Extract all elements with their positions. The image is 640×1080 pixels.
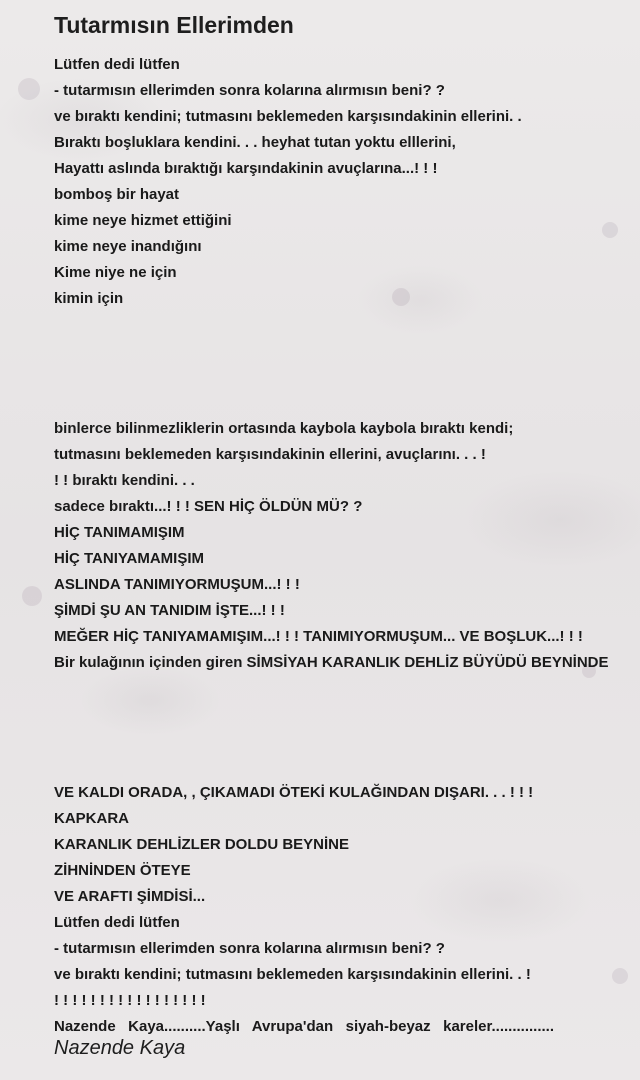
poem-line: Bıraktı boşluklara kendini. . . heyhat tutan yoktu elllerini,: [54, 134, 456, 151]
poem-line: binlerce bilinmezliklerin ortasında kaybola kaybola bıraktı kendi;: [54, 420, 514, 437]
poem-line: MEĞER HİÇ TANIYAMAMIŞIM...! ! ! TANIMIYORMUŞUM... VE BOŞLUK...! ! !: [54, 628, 583, 645]
poem-line: ASLINDA TANIMIYORMUŞUM...! ! !: [54, 576, 300, 593]
poem-author: Nazende Kaya: [54, 1037, 186, 1059]
poem-blank-line: [54, 728, 640, 754]
ink-blot: [22, 586, 42, 606]
poem-line: VE ARAFTI ŞİMDİSİ...: [54, 888, 206, 905]
poem-line: Nazende Kaya..........Yaşlı Avrupa'dan siyah-beyaz kareler...............: [54, 1018, 554, 1035]
poem-line: Hayattı aslında bıraktığı karşındakinin avuçlarına...! ! !: [54, 160, 438, 177]
poem-line: VE KALDI ORADA, , ÇIKAMADI ÖTEKİ KULAĞINDAN DIŞARI. . . ! ! !: [54, 784, 534, 801]
poem-line: ŞİMDİ ŞU AN TANIDIM İŞTE...! ! !: [54, 602, 285, 619]
poem-line: kime neye inandığını: [54, 238, 202, 255]
poem-line: kime neye hizmet ettiğini: [54, 212, 232, 229]
poem-line: Lütfen dedi lütfen: [54, 56, 180, 73]
poem-line: Bir kulağının içinden giren SİMSİYAH KARANLIK DEHLİZ BÜYÜDÜ BEYNİNDE: [54, 654, 609, 671]
poem-title: Tutarmısın Ellerimden: [54, 12, 294, 38]
poem-blank-line: [54, 312, 640, 338]
poem-line: ve bıraktı kendini; tutmasını beklemeden karşısındakinin ellerini. . !: [54, 966, 531, 983]
poem-line: - tutarmısın ellerimden sonra kolarına alırmısın beni? ?: [54, 940, 445, 957]
poem-line: ! ! ! ! ! ! ! ! ! ! ! ! ! ! ! ! !: [54, 992, 206, 1009]
poem-line: KAPKARA: [54, 810, 129, 827]
poem-line: Kime niye ne için: [54, 264, 177, 281]
poem-body: [54, 52, 640, 1040]
poem-line: HİÇ TANIYAMAMIŞIM: [54, 550, 204, 567]
poem-line: kimin için: [54, 290, 124, 307]
poem-line: KARANLIK DEHLİZLER DOLDU BEYNİNE: [54, 836, 349, 853]
poem-line: ve bıraktı kendini; tutmasını beklemeden karşısındakinin ellerini. .: [54, 108, 522, 125]
poem-line: HİÇ TANIMAMIŞIM: [54, 524, 185, 541]
poem-line: bomboş bir hayat: [54, 186, 180, 203]
poem-blank-line: [54, 702, 640, 728]
poem-line: sadece bıraktı...! ! ! SEN HİÇ ÖLDÜN MÜ? ?: [54, 498, 363, 515]
poem-line: - tutarmısın ellerimden sonra kolarına alırmısın beni? ?: [54, 82, 445, 99]
poem-blank-line: [54, 754, 640, 780]
poem-line: ZİHNİNDEN ÖTEYE: [54, 862, 191, 879]
poem-blank-line: [54, 338, 640, 364]
poem-line: Lütfen dedi lütfen: [54, 914, 180, 931]
poem-line: ! ! bıraktı kendini. . .: [54, 472, 195, 489]
ink-blot: [18, 78, 40, 100]
poem-blank-line: [54, 676, 640, 702]
poem-line: tutmasını beklemeden karşısındakinin ellerini, avuçlarını. . . !: [54, 446, 486, 463]
poem-blank-line: [54, 364, 640, 390]
poem-blank-line: [54, 390, 640, 416]
